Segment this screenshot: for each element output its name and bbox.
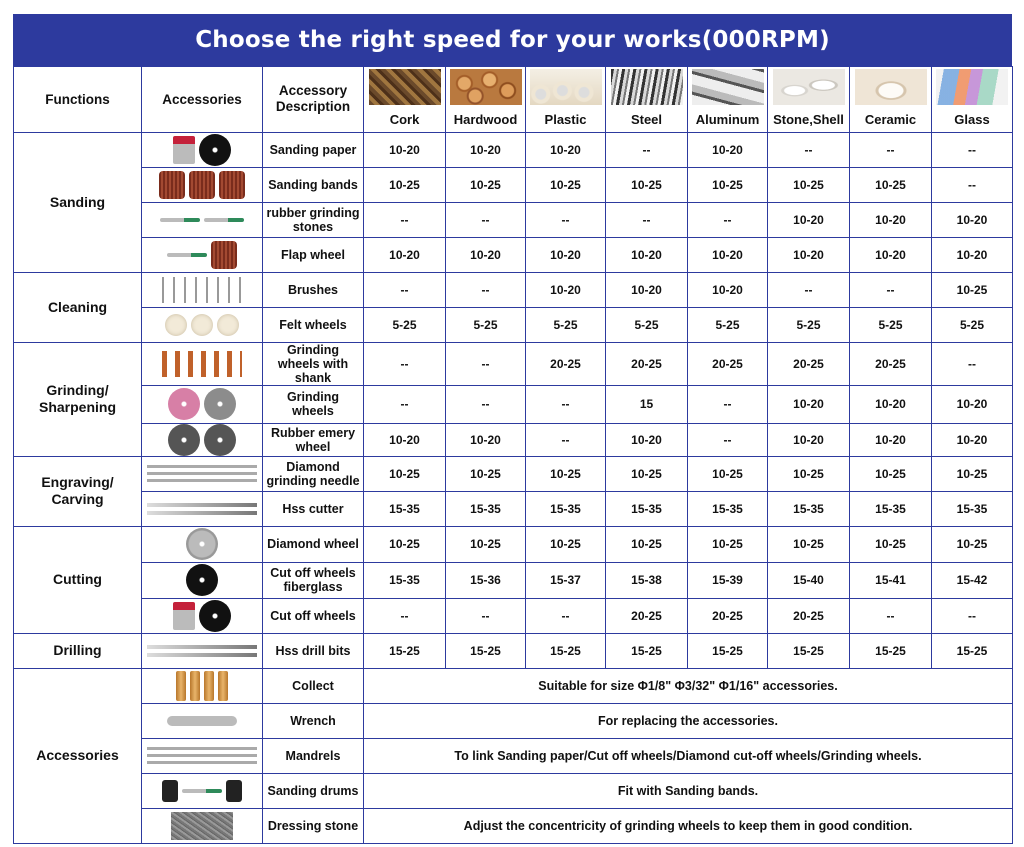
speed-value: 10-20 <box>606 272 688 307</box>
sanding-drums-pic <box>162 780 178 802</box>
speed-value: 15-40 <box>768 562 850 598</box>
speed-value: 10-20 <box>446 237 526 272</box>
accessory-image-cell <box>142 738 263 773</box>
table-row <box>14 237 1013 272</box>
speed-value: -- <box>446 202 526 237</box>
accessory-image <box>142 564 262 596</box>
speed-value: 10-20 <box>850 385 932 423</box>
header-row-images <box>14 67 1013 109</box>
speed-value: -- <box>526 423 606 456</box>
accessory-image <box>142 277 262 303</box>
material-cork-pic <box>369 69 441 105</box>
speed-value: 10-20 <box>364 132 446 167</box>
table-row <box>14 598 1013 633</box>
speed-value: 10-25 <box>768 167 850 202</box>
speed-value: 15-37 <box>526 562 606 598</box>
material-label: Ceramic <box>850 108 932 132</box>
speed-value: 15-38 <box>606 562 688 598</box>
material-wood-pic <box>450 69 522 105</box>
accessory-image <box>142 745 262 766</box>
speed-value: 10-20 <box>688 132 768 167</box>
accessory-description: Diamond grinding needle <box>263 456 364 491</box>
speed-value: 10-25 <box>850 456 932 491</box>
speed-chart <box>13 14 1012 844</box>
speed-value: 15-25 <box>526 633 606 668</box>
material-image-cell <box>932 67 1013 109</box>
speed-value: -- <box>364 598 446 633</box>
speed-value: -- <box>932 132 1013 167</box>
material-image-cell <box>688 67 768 109</box>
speed-value: -- <box>446 598 526 633</box>
diamond-needle-pic <box>147 472 257 475</box>
speed-value: 5-25 <box>688 307 768 342</box>
table-row <box>14 526 1013 562</box>
felt-wheels-pic <box>165 314 187 336</box>
accessory-image <box>142 218 262 222</box>
speed-value: 15-41 <box>850 562 932 598</box>
speed-value: 10-25 <box>364 167 446 202</box>
speed-value: 10-25 <box>446 167 526 202</box>
function-cell: Cutting <box>14 526 142 633</box>
speed-value: 10-20 <box>526 132 606 167</box>
speed-value: 10-20 <box>850 202 932 237</box>
speed-value: 5-25 <box>364 307 446 342</box>
speed-value: -- <box>446 272 526 307</box>
speed-value: 10-25 <box>606 456 688 491</box>
speed-value: -- <box>850 598 932 633</box>
speed-value: 15-35 <box>606 491 688 526</box>
sanding-paper-pic <box>199 134 231 166</box>
speed-value: -- <box>446 385 526 423</box>
accessory-image <box>142 780 262 802</box>
speed-value: 10-25 <box>446 456 526 491</box>
speed-value: 5-25 <box>446 307 526 342</box>
accessory-image-cell <box>142 167 263 202</box>
table-row <box>14 132 1013 167</box>
table-row <box>14 342 1013 385</box>
material-image-cell <box>606 67 688 109</box>
speed-value: 15-39 <box>688 562 768 598</box>
emery-wheel-pic <box>204 424 236 456</box>
accessory-image-cell <box>142 668 263 703</box>
material-alu-pic <box>692 69 764 105</box>
speed-value: 15-42 <box>932 562 1013 598</box>
speed-value: 10-20 <box>526 237 606 272</box>
accessory-description: Flap wheel <box>263 237 364 272</box>
function-cell: Accessories <box>14 668 142 843</box>
accessory-description: Rubber emery wheel <box>263 423 364 456</box>
speed-value: -- <box>932 167 1013 202</box>
collet-pic <box>218 671 228 701</box>
speed-value: -- <box>768 132 850 167</box>
accessory-image-cell <box>142 423 263 456</box>
speed-value: 10-20 <box>850 423 932 456</box>
speed-value: -- <box>850 132 932 167</box>
speed-value: 10-20 <box>606 237 688 272</box>
speed-value: 10-20 <box>364 237 446 272</box>
material-ceramic-pic <box>855 69 927 105</box>
accessory-image-cell <box>142 456 263 491</box>
speed-value: 10-25 <box>688 456 768 491</box>
diamond-needle-pic <box>147 465 257 468</box>
speed-value: 5-25 <box>606 307 688 342</box>
accessory-description: Brushes <box>263 272 364 307</box>
accessory-image-cell <box>142 703 263 738</box>
drill-bits-pic <box>147 653 257 657</box>
speed-value: 10-20 <box>932 423 1013 456</box>
mandrels-pic <box>147 761 257 764</box>
sanding-bands-pic <box>189 171 215 199</box>
material-label: Stone,Shell <box>768 108 850 132</box>
sanding-bands-pic <box>219 171 245 199</box>
speed-value: 10-25 <box>768 526 850 562</box>
table-row <box>14 773 1013 808</box>
header-description: Accessory Description <box>263 67 364 133</box>
speed-value: -- <box>526 202 606 237</box>
chart-title: Choose the right speed for your works(000RPM) <box>13 14 1012 66</box>
accessory-image-cell <box>142 773 263 808</box>
accessory-image-cell <box>142 633 263 668</box>
sanding-bands-pic <box>159 171 185 199</box>
collet-pic <box>176 671 186 701</box>
felt-wheels-pic <box>217 314 239 336</box>
table-row <box>14 167 1013 202</box>
accessory-description: rubber grinding stones <box>263 202 364 237</box>
accessory-image-cell <box>142 272 263 307</box>
sanding-paper-pic <box>173 136 195 164</box>
speed-value: 10-20 <box>688 272 768 307</box>
material-label: Steel <box>606 108 688 132</box>
table-row <box>14 668 1013 703</box>
accessory-image <box>142 600 262 632</box>
accessory-description: Cut off wheels <box>263 598 364 633</box>
speed-value: 10-25 <box>364 526 446 562</box>
speed-value: 10-25 <box>606 167 688 202</box>
diamond-needle-pic <box>147 479 257 482</box>
speed-value: 15-25 <box>446 633 526 668</box>
speed-value: -- <box>688 423 768 456</box>
accessory-description: Felt wheels <box>263 307 364 342</box>
speed-value: 10-25 <box>932 456 1013 491</box>
fiberglass-wheel-pic <box>186 564 218 596</box>
header-accessories: Accessories <box>142 67 263 133</box>
accessory-description: Sanding paper <box>263 132 364 167</box>
speed-value: -- <box>606 202 688 237</box>
accessory-image-cell <box>142 491 263 526</box>
speed-value: 15-35 <box>932 491 1013 526</box>
speed-value: 15-25 <box>768 633 850 668</box>
speed-value: 10-20 <box>446 423 526 456</box>
accessory-image <box>142 671 262 701</box>
accessory-image-cell <box>142 526 263 562</box>
speed-value: -- <box>364 342 446 385</box>
accessory-image <box>142 134 262 166</box>
material-plastic-pic <box>530 69 602 105</box>
diamond-wheel-pic <box>186 528 218 560</box>
speed-value: 15-36 <box>446 562 526 598</box>
accessory-image <box>142 314 262 336</box>
speed-value: 15-35 <box>526 491 606 526</box>
table-row <box>14 307 1013 342</box>
speed-value: 10-20 <box>932 385 1013 423</box>
sanding-drums-pic <box>226 780 242 802</box>
speed-value: 10-20 <box>768 202 850 237</box>
speed-value: 10-20 <box>768 385 850 423</box>
speed-value: -- <box>850 272 932 307</box>
material-image-cell <box>364 67 446 109</box>
speed-value: 10-25 <box>606 526 688 562</box>
accessory-description: Mandrels <box>263 738 364 773</box>
accessory-description: Grinding wheels <box>263 385 364 423</box>
speed-value: -- <box>364 272 446 307</box>
speed-value: 10-25 <box>850 526 932 562</box>
speed-value: 10-20 <box>606 423 688 456</box>
table-row <box>14 202 1013 237</box>
speed-value: 15-35 <box>364 562 446 598</box>
speed-value: 10-20 <box>850 237 932 272</box>
grinding-wheels-pic <box>204 388 236 420</box>
accessory-description: Dressing stone <box>263 808 364 843</box>
accessory-image-cell <box>142 342 263 385</box>
rubber-stones-pic <box>160 218 200 222</box>
accessory-image <box>142 716 262 726</box>
speed-value: 10-20 <box>932 202 1013 237</box>
function-cell: Cleaning <box>14 272 142 342</box>
speed-value: 10-20 <box>768 237 850 272</box>
material-image-cell <box>768 67 850 109</box>
sanding-drums-pic <box>182 789 222 793</box>
accessory-image <box>142 501 262 517</box>
accessory-image <box>142 241 262 269</box>
table-row <box>14 272 1013 307</box>
material-image-cell <box>526 67 606 109</box>
material-label: Cork <box>364 108 446 132</box>
material-glass-pic <box>936 69 1008 105</box>
speed-value: 5-25 <box>526 307 606 342</box>
accessory-description: Wrench <box>263 703 364 738</box>
speed-value: 10-20 <box>446 132 526 167</box>
accessory-image-cell <box>142 237 263 272</box>
speed-table <box>13 66 1013 844</box>
accessory-image <box>142 171 262 199</box>
speed-value: 20-25 <box>768 598 850 633</box>
accessory-description: Hss drill bits <box>263 633 364 668</box>
speed-value: 15-25 <box>606 633 688 668</box>
accessory-image <box>142 643 262 659</box>
speed-value: 20-25 <box>606 342 688 385</box>
wrench-pic <box>167 716 237 726</box>
speed-value: -- <box>768 272 850 307</box>
flap-wheel-pic <box>211 241 237 269</box>
dressing-stone-pic <box>171 812 233 840</box>
emery-wheel-pic <box>168 424 200 456</box>
speed-value: 15-25 <box>850 633 932 668</box>
accessory-note: To link Sanding paper/Cut off wheels/Diamond cut-off wheels/Grinding wheels. <box>364 738 1013 773</box>
speed-value: 15-25 <box>932 633 1013 668</box>
material-image-cell <box>446 67 526 109</box>
speed-value: -- <box>364 202 446 237</box>
function-cell: Grinding/ Sharpening <box>14 342 142 456</box>
hss-cutter-pic <box>147 503 257 507</box>
speed-value: -- <box>606 132 688 167</box>
accessory-image <box>142 528 262 560</box>
speed-value: 15-35 <box>364 491 446 526</box>
speed-value: 15-35 <box>688 491 768 526</box>
collet-pic <box>190 671 200 701</box>
speed-value: 10-25 <box>446 526 526 562</box>
speed-value: 15-25 <box>364 633 446 668</box>
speed-value: 15 <box>606 385 688 423</box>
speed-value: -- <box>364 385 446 423</box>
speed-value: -- <box>688 202 768 237</box>
cutoff-wheels-pic <box>199 600 231 632</box>
material-image-cell <box>850 67 932 109</box>
speed-value: 15-35 <box>850 491 932 526</box>
accessory-image <box>142 351 262 377</box>
accessory-description: Sanding drums <box>263 773 364 808</box>
material-stone-pic <box>773 69 845 105</box>
speed-value: 10-25 <box>932 272 1013 307</box>
table-row <box>14 703 1013 738</box>
speed-value: 15-25 <box>688 633 768 668</box>
speed-value: 20-25 <box>526 342 606 385</box>
material-label: Glass <box>932 108 1013 132</box>
header-functions: Functions <box>14 67 142 133</box>
accessory-image <box>142 463 262 484</box>
accessory-note: Adjust the concentricity of grinding wheels to keep them in good condition. <box>364 808 1013 843</box>
speed-value: 20-25 <box>606 598 688 633</box>
accessory-description: Sanding bands <box>263 167 364 202</box>
table-row <box>14 562 1013 598</box>
speed-value: 10-20 <box>526 272 606 307</box>
function-cell: Engraving/ Carving <box>14 456 142 526</box>
function-cell: Sanding <box>14 132 142 272</box>
accessory-image-cell <box>142 808 263 843</box>
speed-value: -- <box>932 342 1013 385</box>
accessory-description: Cut off wheels fiberglass <box>263 562 364 598</box>
accessory-image-cell <box>142 132 263 167</box>
material-label: Hardwood <box>446 108 526 132</box>
material-steel-pic <box>611 69 683 105</box>
drill-bits-pic <box>147 645 257 649</box>
material-label: Plastic <box>526 108 606 132</box>
speed-value: 10-25 <box>850 167 932 202</box>
table-row <box>14 808 1013 843</box>
speed-value: 20-25 <box>688 342 768 385</box>
flap-wheel-pic <box>167 253 207 257</box>
speed-value: 5-25 <box>768 307 850 342</box>
table-row <box>14 738 1013 773</box>
speed-value: 10-20 <box>364 423 446 456</box>
speed-value: 5-25 <box>932 307 1013 342</box>
cutoff-wheels-pic <box>173 602 195 630</box>
mandrels-pic <box>147 747 257 750</box>
speed-value: 5-25 <box>850 307 932 342</box>
accessory-image-cell <box>142 385 263 423</box>
speed-value: 20-25 <box>768 342 850 385</box>
speed-value: 10-25 <box>768 456 850 491</box>
speed-value: 15-35 <box>446 491 526 526</box>
accessory-description: Collect <box>263 668 364 703</box>
speed-value: 10-25 <box>688 526 768 562</box>
speed-value: 20-25 <box>850 342 932 385</box>
speed-value: -- <box>446 342 526 385</box>
shank-wheels-pic <box>162 351 242 377</box>
speed-value: 15-35 <box>768 491 850 526</box>
speed-value: 10-25 <box>526 526 606 562</box>
speed-value: -- <box>688 385 768 423</box>
accessory-description: Grinding wheels with shank <box>263 342 364 385</box>
table-row <box>14 385 1013 423</box>
speed-value: -- <box>526 385 606 423</box>
speed-value: 10-20 <box>688 237 768 272</box>
table-row <box>14 491 1013 526</box>
speed-value: 10-25 <box>364 456 446 491</box>
brushes-pic <box>162 277 242 303</box>
accessory-note: Fit with Sanding bands. <box>364 773 1013 808</box>
material-label: Aluminum <box>688 108 768 132</box>
accessory-image-cell <box>142 202 263 237</box>
mandrels-pic <box>147 754 257 757</box>
grinding-wheels-pic <box>168 388 200 420</box>
accessory-description: Hss cutter <box>263 491 364 526</box>
accessory-image <box>142 388 262 420</box>
speed-value: 10-20 <box>932 237 1013 272</box>
speed-value: -- <box>932 598 1013 633</box>
speed-value: 10-25 <box>932 526 1013 562</box>
felt-wheels-pic <box>191 314 213 336</box>
accessory-image-cell <box>142 307 263 342</box>
speed-value: 10-20 <box>768 423 850 456</box>
accessory-note: For replacing the accessories. <box>364 703 1013 738</box>
table-row <box>14 423 1013 456</box>
collet-pic <box>204 671 214 701</box>
accessory-image-cell <box>142 598 263 633</box>
rubber-stones-pic <box>204 218 244 222</box>
speed-value: -- <box>526 598 606 633</box>
accessory-image-cell <box>142 562 263 598</box>
table-row <box>14 633 1013 668</box>
speed-value: 20-25 <box>688 598 768 633</box>
accessory-description: Diamond wheel <box>263 526 364 562</box>
speed-value: 10-25 <box>526 167 606 202</box>
table-row <box>14 456 1013 491</box>
accessory-image <box>142 812 262 840</box>
accessory-image <box>142 424 262 456</box>
accessory-note: Suitable for size Φ1/8" Φ3/32" Φ1/16" accessories. <box>364 668 1013 703</box>
function-cell: Drilling <box>14 633 142 668</box>
speed-value: 10-25 <box>688 167 768 202</box>
speed-value: 10-25 <box>526 456 606 491</box>
hss-cutter-pic <box>147 511 257 515</box>
